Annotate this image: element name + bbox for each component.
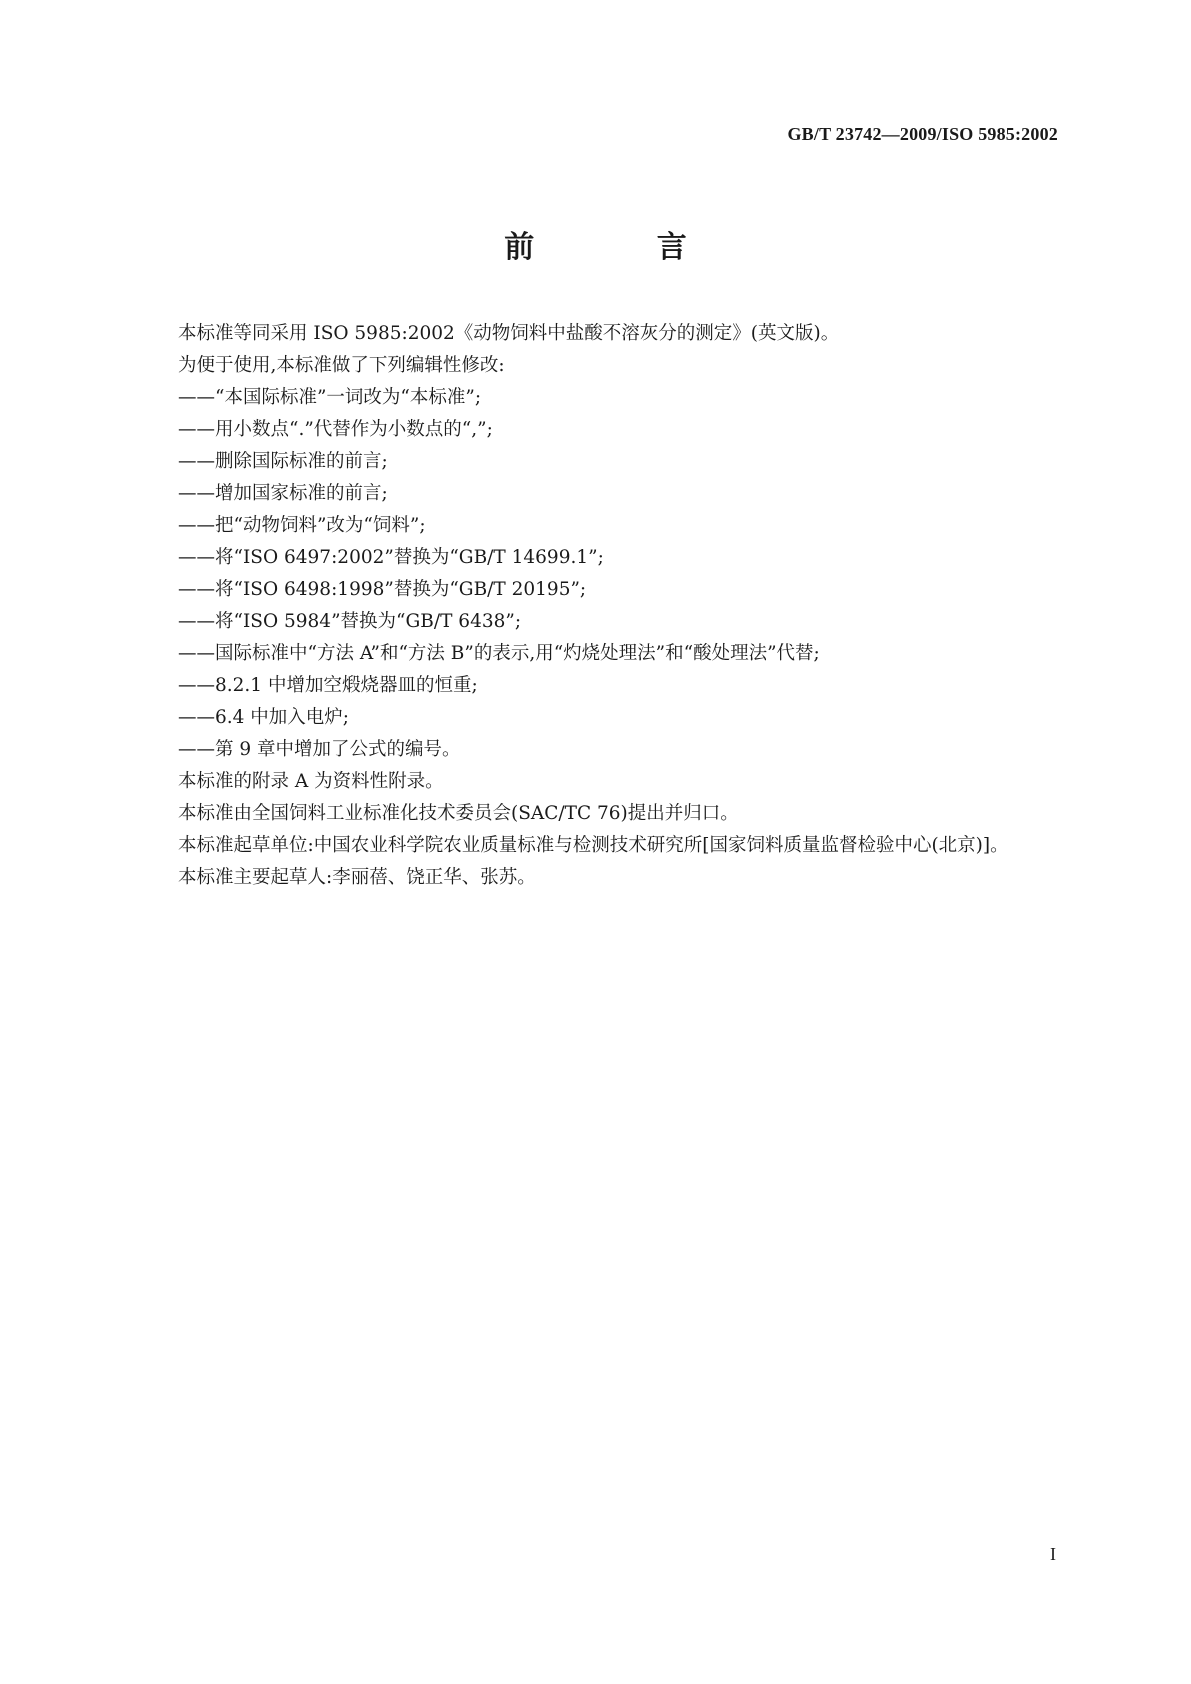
paragraph-adoption: 本标准等同采用 ISO 5985:2002《动物饲料中盐酸不溶灰分的测定》(英文版)。 xyxy=(178,323,840,344)
list-item: ——增加国家标准的前言; xyxy=(178,483,388,504)
list-item: ——国际标准中“方法 A”和“方法 B”的表示,用“灼烧处理法”和“酸处理法”代替; xyxy=(178,643,820,664)
list-item: ——6.4 中加入电炉; xyxy=(178,707,350,728)
list-item: ——将“ISO 6498:1998”替换为“GB/T 20195”; xyxy=(178,579,587,600)
paragraph-appendix: 本标准的附录 A 为资料性附录。 xyxy=(178,771,444,792)
paragraph-proposer: 本标准由全国饲料工业标准化技术委员会(SAC/TC 76)提出并归口。 xyxy=(178,803,739,824)
paragraph-drafters: 本标准主要起草人:李丽蓓、饶正华、张苏。 xyxy=(178,867,536,888)
list-item: ——删除国际标准的前言; xyxy=(178,451,388,472)
list-item: ——第 9 章中增加了公式的编号。 xyxy=(178,739,461,760)
paragraph-drafting-unit: 本标准起草单位:中国农业科学院农业质量标准与检测技术研究所[国家饲料质量监督检验中心(北京)]。 xyxy=(178,835,1009,856)
page-number: I xyxy=(1050,1544,1056,1564)
list-item: ——用小数点“.”代替作为小数点的“,”; xyxy=(178,419,493,440)
list-item: ——“本国际标准”一词改为“本标准”; xyxy=(178,387,482,408)
list-item: ——将“ISO 5984”替换为“GB/T 6438”; xyxy=(178,611,522,632)
page-title: 前 言 xyxy=(504,230,743,265)
list-item: ——将“ISO 6497:2002”替换为“GB/T 14699.1”; xyxy=(178,547,604,568)
list-item: ——8.2.1 中增加空煅烧器皿的恒重; xyxy=(178,675,478,696)
list-item: ——把“动物饲料”改为“饲料”; xyxy=(178,515,426,536)
document-body xyxy=(123,318,1069,894)
paragraph-edits-intro: 为便于使用,本标准做了下列编辑性修改: xyxy=(178,355,505,376)
standard-number: GB/T 23742—2009/ISO 5985:2002 xyxy=(787,124,1058,144)
